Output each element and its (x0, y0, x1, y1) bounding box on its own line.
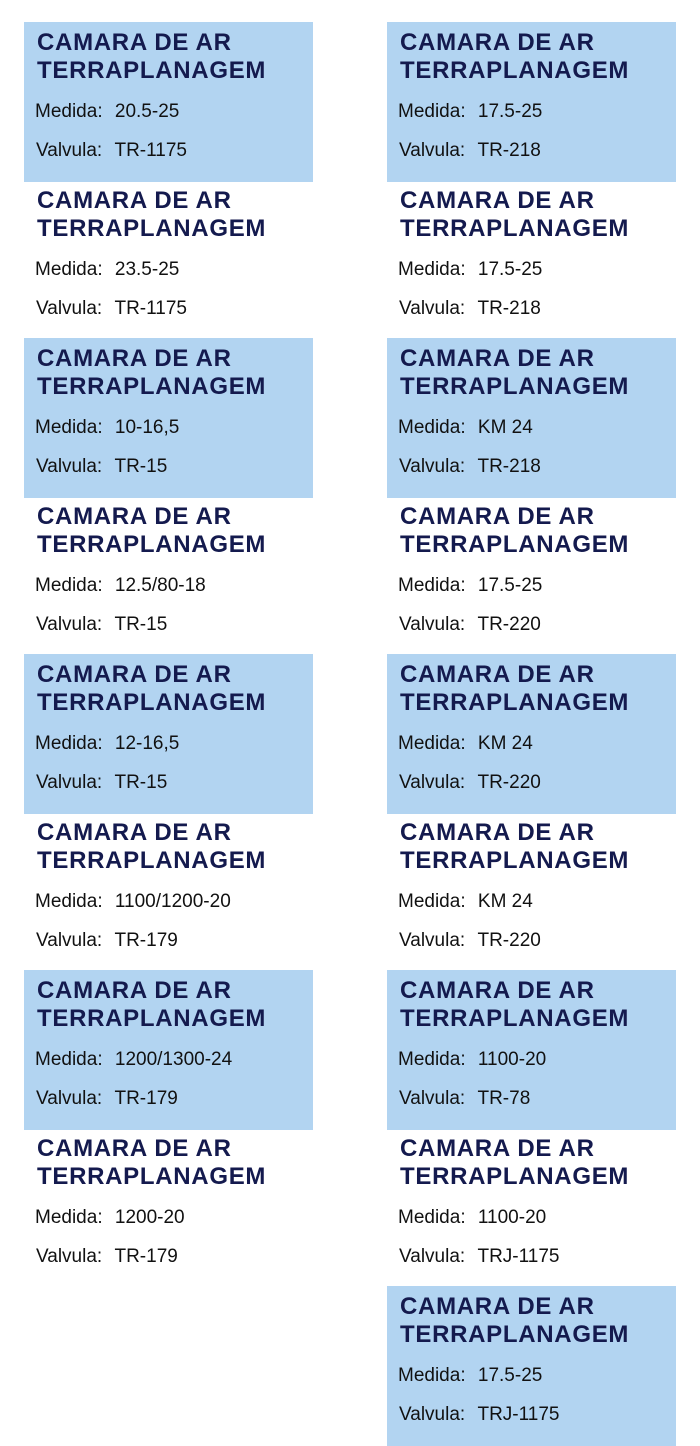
card-title-line-2: TERRAPLANAGEM (400, 215, 630, 242)
valvula-label: Valvula: (399, 140, 466, 161)
medida-value: KM 24 (477, 733, 533, 754)
card-title (37, 661, 266, 717)
valvula-value: TR-15 (114, 772, 168, 793)
medida-value: 1100-20 (477, 1207, 547, 1228)
medida-label: Medida: (398, 259, 466, 280)
card-title-line-1: CAMARA DE AR (400, 187, 595, 214)
valvula-label: Valvula: (36, 772, 103, 793)
card-title-line-2: TERRAPLANAGEM (37, 373, 267, 400)
valvula-value: TR-1175 (114, 298, 187, 319)
valvula-value: TR-179 (114, 1246, 178, 1267)
medida-field (398, 1365, 542, 1387)
medida-label: Medida: (398, 101, 466, 122)
medida-label: Medida: (35, 417, 103, 438)
card-title (37, 819, 266, 875)
card-title-line-2: TERRAPLANAGEM (37, 57, 267, 84)
medida-field (35, 1049, 232, 1071)
valvula-field (399, 140, 541, 162)
valvula-field (36, 1246, 178, 1268)
card-title-line-2: TERRAPLANAGEM (37, 531, 267, 558)
product-card (24, 970, 313, 1130)
medida-field (398, 891, 533, 913)
card-title (400, 977, 629, 1033)
valvula-field (36, 1088, 178, 1110)
medida-value: 20.5-25 (114, 101, 180, 122)
medida-value: KM 24 (477, 417, 533, 438)
valvula-value: TR-78 (477, 1088, 531, 1109)
card-title-line-1: CAMARA DE AR (37, 503, 232, 530)
medida-value: KM 24 (477, 891, 533, 912)
medida-field (35, 417, 179, 439)
card-title-line-1: CAMARA DE AR (37, 1135, 232, 1162)
card-title (37, 503, 266, 559)
card-title-line-1: CAMARA DE AR (37, 29, 232, 56)
medida-label: Medida: (35, 1049, 103, 1070)
medida-field (398, 733, 533, 755)
medida-label: Medida: (35, 891, 103, 912)
medida-label: Medida: (35, 259, 103, 280)
card-title-line-2: TERRAPLANAGEM (400, 373, 630, 400)
valvula-value: TR-218 (477, 298, 541, 319)
card-title-line-1: CAMARA DE AR (37, 187, 232, 214)
product-card (24, 22, 313, 182)
right-column (387, 22, 676, 1444)
medida-label: Medida: (398, 1207, 466, 1228)
card-title-line-2: TERRAPLANAGEM (400, 1163, 630, 1190)
product-card (24, 496, 313, 656)
valvula-label: Valvula: (399, 1246, 466, 1267)
medida-label: Medida: (398, 417, 466, 438)
valvula-label: Valvula: (36, 1246, 103, 1267)
card-title-line-1: CAMARA DE AR (37, 977, 232, 1004)
card-title-line-2: TERRAPLANAGEM (400, 689, 630, 716)
valvula-label: Valvula: (399, 930, 466, 951)
valvula-value: TR-15 (114, 456, 168, 477)
card-title-line-1: CAMARA DE AR (37, 819, 232, 846)
medida-value: 17.5-25 (477, 575, 543, 596)
medida-label: Medida: (398, 575, 466, 596)
valvula-label: Valvula: (399, 298, 466, 319)
card-title-line-1: CAMARA DE AR (400, 1293, 595, 1320)
valvula-field (399, 772, 541, 794)
product-card (387, 22, 676, 182)
card-title (400, 1135, 629, 1191)
product-card (387, 1128, 676, 1288)
card-title-line-1: CAMARA DE AR (400, 661, 595, 688)
card-title-line-1: CAMARA DE AR (400, 1135, 595, 1162)
valvula-field (399, 298, 541, 320)
medida-value: 1200/1300-24 (114, 1049, 233, 1070)
valvula-field (399, 1088, 530, 1110)
valvula-value: TR-220 (477, 930, 541, 951)
card-title-line-2: TERRAPLANAGEM (37, 847, 267, 874)
valvula-label: Valvula: (36, 456, 103, 477)
card-title (37, 1135, 266, 1191)
medida-label: Medida: (398, 1049, 466, 1070)
medida-field (35, 259, 179, 281)
card-title (400, 345, 629, 401)
product-card (24, 812, 313, 972)
medida-label: Medida: (35, 575, 103, 596)
valvula-value: TRJ-1175 (477, 1404, 560, 1425)
card-title-line-2: TERRAPLANAGEM (37, 215, 267, 242)
valvula-value: TR-218 (477, 456, 541, 477)
valvula-value: TR-220 (477, 614, 541, 635)
medida-label: Medida: (398, 1365, 466, 1386)
medida-field (398, 417, 533, 439)
valvula-label: Valvula: (399, 456, 466, 477)
valvula-value: TR-179 (114, 1088, 178, 1109)
medida-value: 10-16,5 (114, 417, 180, 438)
left-column (24, 22, 313, 1286)
card-title-line-2: TERRAPLANAGEM (400, 1005, 630, 1032)
medida-field (398, 575, 542, 597)
valvula-label: Valvula: (36, 1088, 103, 1109)
card-title-line-1: CAMARA DE AR (400, 29, 595, 56)
medida-value: 17.5-25 (477, 259, 543, 280)
medida-field (35, 575, 206, 597)
medida-value: 1200-20 (114, 1207, 185, 1228)
medida-value: 1100/1200-20 (114, 891, 231, 912)
card-title-line-2: TERRAPLANAGEM (400, 531, 630, 558)
medida-value: 12-16,5 (114, 733, 180, 754)
valvula-label: Valvula: (36, 298, 103, 319)
medida-label: Medida: (35, 101, 103, 122)
card-title-line-2: TERRAPLANAGEM (400, 1321, 630, 1348)
card-title-line-2: TERRAPLANAGEM (37, 1163, 267, 1190)
valvula-field (36, 140, 187, 162)
product-card (387, 1286, 676, 1446)
valvula-field (36, 930, 178, 952)
medida-label: Medida: (398, 891, 466, 912)
card-title-line-1: CAMARA DE AR (400, 819, 595, 846)
card-title (400, 1293, 629, 1349)
card-title (400, 187, 629, 243)
product-card (387, 180, 676, 340)
medida-value: 17.5-25 (477, 101, 543, 122)
valvula-value: TR-220 (477, 772, 541, 793)
medida-field (398, 1049, 546, 1071)
card-title-line-1: CAMARA DE AR (37, 345, 232, 372)
valvula-value: TR-218 (477, 140, 541, 161)
card-title (37, 29, 266, 85)
medida-field (398, 1207, 546, 1229)
product-card (387, 970, 676, 1130)
valvula-field (399, 456, 541, 478)
product-card (24, 654, 313, 814)
valvula-field (399, 1246, 559, 1268)
valvula-label: Valvula: (399, 1088, 466, 1109)
card-title (37, 345, 266, 401)
valvula-field (36, 456, 167, 478)
product-card (24, 338, 313, 498)
product-card (387, 496, 676, 656)
card-title-line-2: TERRAPLANAGEM (400, 57, 630, 84)
card-title-line-1: CAMARA DE AR (400, 503, 595, 530)
valvula-field (36, 772, 167, 794)
valvula-field (399, 930, 541, 952)
product-card (24, 180, 313, 340)
product-card (387, 654, 676, 814)
valvula-label: Valvula: (399, 614, 466, 635)
valvula-field (399, 614, 541, 636)
card-title-line-1: CAMARA DE AR (400, 345, 595, 372)
card-title (400, 819, 629, 875)
valvula-label: Valvula: (399, 1404, 466, 1425)
product-card (24, 1128, 313, 1288)
valvula-value: TRJ-1175 (477, 1246, 560, 1267)
valvula-label: Valvula: (399, 772, 466, 793)
card-title-line-1: CAMARA DE AR (400, 977, 595, 1004)
card-title (37, 977, 266, 1033)
medida-value: 12.5/80-18 (114, 575, 206, 596)
medida-label: Medida: (35, 733, 103, 754)
valvula-field (36, 614, 167, 636)
medida-field (35, 891, 231, 913)
medida-value: 17.5-25 (477, 1365, 543, 1386)
card-title-line-2: TERRAPLANAGEM (400, 847, 630, 874)
medida-value: 1100-20 (477, 1049, 547, 1070)
medida-field (35, 1207, 185, 1229)
card-title (400, 29, 629, 85)
valvula-field (399, 1404, 559, 1426)
valvula-label: Valvula: (36, 614, 103, 635)
card-title (400, 661, 629, 717)
medida-value: 23.5-25 (114, 259, 180, 280)
medida-field (398, 259, 542, 281)
medida-field (398, 101, 542, 123)
medida-label: Medida: (35, 1207, 103, 1228)
valvula-value: TR-15 (114, 614, 168, 635)
card-title (37, 187, 266, 243)
card-title-line-2: TERRAPLANAGEM (37, 689, 267, 716)
valvula-value: TR-179 (114, 930, 178, 951)
card-title-line-2: TERRAPLANAGEM (37, 1005, 267, 1032)
valvula-value: TR-1175 (114, 140, 187, 161)
medida-label: Medida: (398, 733, 466, 754)
valvula-label: Valvula: (36, 140, 103, 161)
product-card (387, 812, 676, 972)
medida-field (35, 733, 179, 755)
card-title (400, 503, 629, 559)
product-card (387, 338, 676, 498)
medida-field (35, 101, 179, 123)
valvula-label: Valvula: (36, 930, 103, 951)
valvula-field (36, 298, 187, 320)
card-title-line-1: CAMARA DE AR (37, 661, 232, 688)
